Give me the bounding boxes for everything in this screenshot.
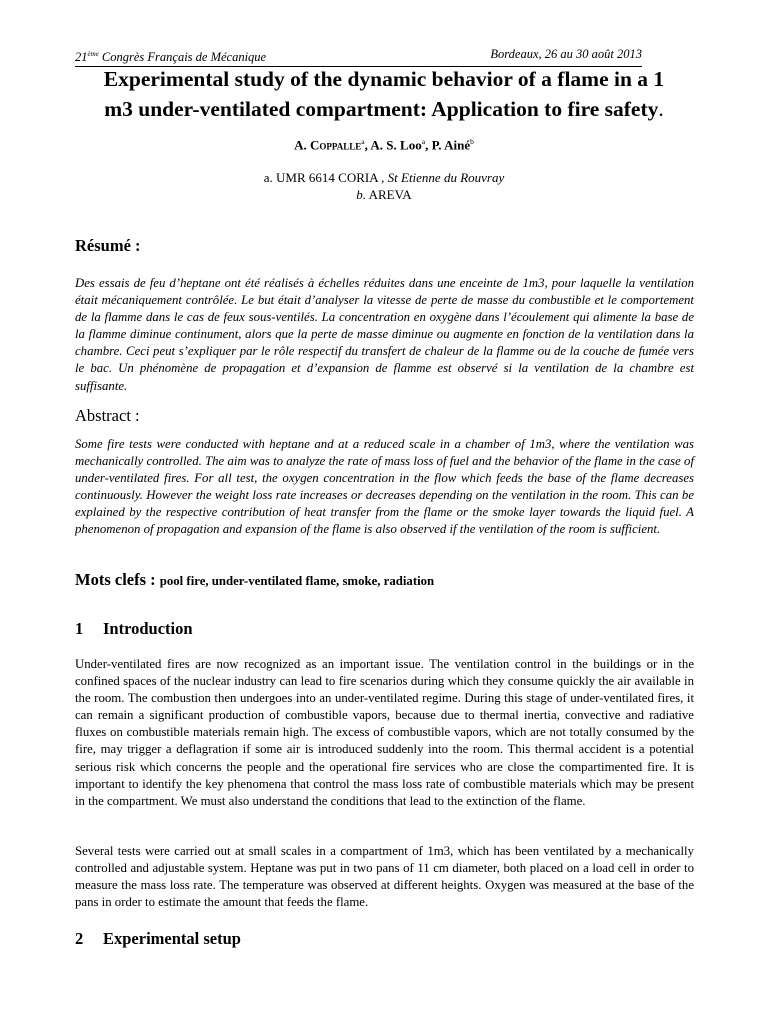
title-line-2: m3 under-ventilated compartment: Application to fire safety bbox=[104, 97, 659, 121]
section-2-heading: 2 Experimental setup bbox=[75, 929, 241, 948]
conference-location-date: Bordeaux, 26 au 30 août 2013 bbox=[490, 47, 642, 61]
conference-name: 21ème Congrès Français de Mécanique bbox=[75, 50, 267, 65]
keywords: Mots clefs : pool fire, under-ventilated flame, smoke, radiation bbox=[75, 570, 435, 589]
author-aine: P. Ainé bbox=[431, 137, 471, 153]
author-loo: A. S. Loo bbox=[370, 137, 422, 153]
abstract-text: Some fire tests were conducted with heptane and at a reduced scale in a chamber of 1m3, where the ventilation was mechanically controlled. The aim was to analyze the rate of mass loss of fuel and the behavior of the flame in the case of under-ventilated fires. For all test, the oxygen concentration in the flow which feeds the base of the flame decreases continuously. However the weight loss rate increases or decreases depending on the ventilation in the room. This can be explained by the respective contribution of heat transfer from the flame or the smoke layer towards the liquid fuel. A phenomenon of propagation and expansion of the flame is also observed if the ventilation of the room is sufficient. bbox=[75, 437, 694, 537]
section-1-paragraph-1: Under-ventilated fires are now recognized as an important issue. The ventilation control in the buildings or in the confined spaces of the nuclear industry can lead to fire scenarios during which they consume quickly the air available in the room. The combustion then undergoes into an under-ventilated regime. During this stage of under-ventilated fires, it can remain a significant production of combustible vapors, because due to thermal inertia, convective and radiative fluxes on combustible materials remain high. The excess of combustible vapors, which are not totally consumed by the fire, may trigger a deflagration if some air is introduced suddenly into the room. This thermal accident is a potential serious risk which concerns the people and the operational fire services who are close the compartimented fire. It is important to identify the key phenomena that control the mass loss rate of combustible materials which may be present in the compartment. We must also understand the conditions that lead to the extinction of the flame. bbox=[75, 657, 694, 808]
affiliation-a: a. UMR 6614 CORIA , St Etienne du Rouvray bbox=[263, 170, 505, 185]
resume-heading: Résumé : bbox=[75, 236, 141, 255]
abstract-heading: Abstract : bbox=[75, 406, 140, 425]
section-1-paragraph-2: Several tests were carried out at small scales in a compartment of 1m3, which has been ventilated by a mechanically controlled and adjustable system. Heptane was put in two pans of 11 cm diameter, both placed on a load cell in order to measure the mass loss rate. The temperature was observed at different heights. Oxygen was measured at the base of the pans in order to estimate the amount that feeds the flame. bbox=[75, 844, 694, 910]
paper-title: Experimental study of the dynamic behavior of a flame in a 1 m3 under-ventilated compartment: Application to fire safety. bbox=[103, 67, 665, 121]
section-1-heading: 1 Introduction bbox=[75, 619, 193, 638]
author-list: A. Coppalle$^a$, A. S. Loo$^a$, P. Ainé$^b$ bbox=[294, 137, 474, 153]
title-line-1: Experimental study of the dynamic behavior of a flame in a 1 bbox=[103, 67, 665, 91]
resume-text: Des essais de feu d’heptane ont été réalisés à échelles réduites dans une enceinte de 1m3, pour laquelle la ventilation était mécaniquement contrôlée. Le but était d’analyser la vitesse de perte de masse du combustible et le comportement de la flamme dans le cas de feux sous-ventilés. La concentration en oxygène dans l’écoulement qui alimente la base de la flamme diminue continument, alors que la perte de masse diminue ou augmente en fonction de la ventilation dans la chambre. Ceci peut s’expliquer par le rôle respectif du transfert de chaleur de la flamme ou de la couche de fumée vers le bac. Un phénomène de propagation et d’expansion de flamme est observé si la ventilation de la chambre est suffisante. bbox=[75, 276, 694, 393]
affiliation-b: b. AREVA bbox=[356, 187, 412, 202]
author-coppalle: Coppalle bbox=[310, 137, 362, 153]
